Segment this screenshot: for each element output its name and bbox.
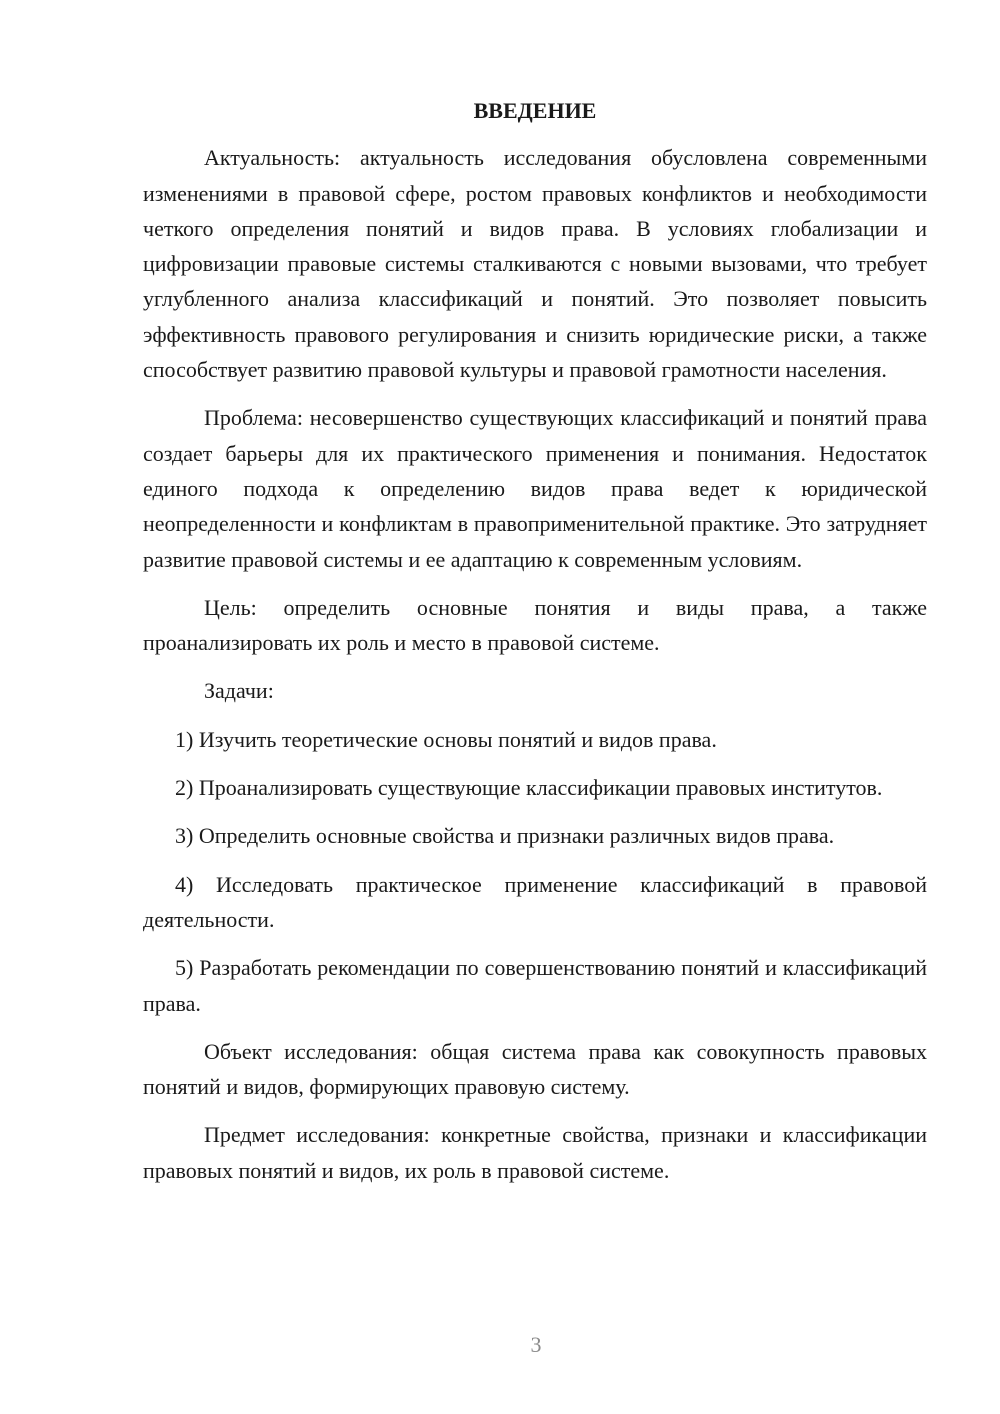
page-title: ВВЕДЕНИЕ (473, 98, 597, 123)
tasks-heading: Задачи: (204, 678, 274, 704)
page-content (143, 93, 927, 1188)
list-item: 4) Исследовать практическое применение классификаций в правовой деятельности. (143, 871, 927, 932)
problem-paragraph: Проблема: несовершенство существующих классификаций и понятий права создает барьеры для их практического применения и понимания. Недостаток единого подхода к определению видов права ведет к юридической неопределенности и конфликтам в правоприменительной практике. Это затрудняет развитие правовой системы и ее адаптацию к современным условиям. (143, 405, 927, 572)
relevance-paragraph: Актуальность: актуальность исследования обусловлена современными изменениями в правовой сфере, ростом правовых конфликтов и необходимости четкого определения понятий и видов права. В условиях глобализации и цифровизации правовые системы сталкиваются с новыми вызовами, что требует углубленного анализа классификаций и понятий. Это позволяет повысить эффективность правового регулирования и снизить юридические риски, а также способствует развитию правовой культуры и правовой грамотности населения. (143, 145, 927, 383)
list-item: 5) Разработать рекомендации по совершенствованию понятий и классификаций права. (143, 955, 927, 1016)
tasks-list (143, 722, 927, 1021)
goal-paragraph: Цель: определить основные понятия и виды права, а также проанализировать их роль и место в правовой системе. (143, 594, 927, 656)
list-item: 1) Изучить теоретические основы понятий и видов права. (175, 726, 717, 752)
page-number: 3 (530, 1332, 542, 1357)
list-item: 2) Проанализировать существующие классификации правовых институтов. (175, 775, 883, 801)
object-paragraph: Объект исследования: общая система права как совокупность правовых понятий и видов, формирующих правовую систему. (143, 1038, 927, 1100)
subject-paragraph: Предмет исследования: конкретные свойства, признаки и классификации правовых понятий и видов, их роль в правовой системе. (143, 1122, 927, 1183)
list-item: 3) Определить основные свойства и признаки различных видов права. (175, 823, 835, 849)
